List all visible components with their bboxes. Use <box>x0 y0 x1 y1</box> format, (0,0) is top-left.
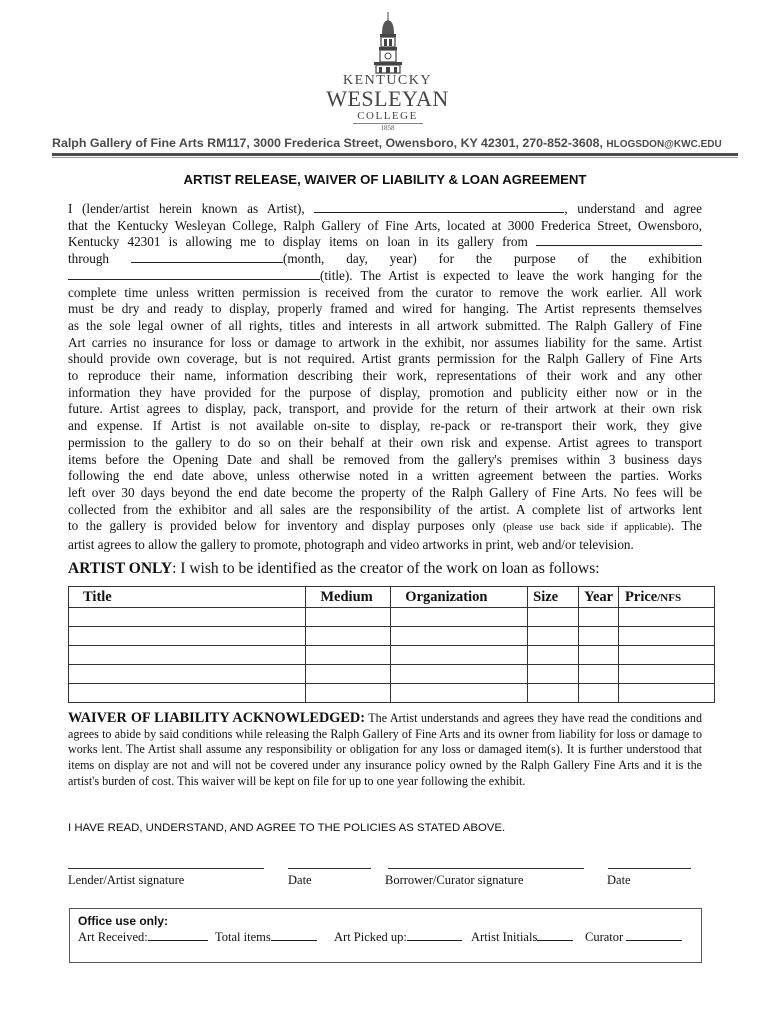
cell-size[interactable] <box>528 665 579 684</box>
col-title: Title <box>69 587 306 608</box>
cell-size[interactable] <box>528 646 579 665</box>
table-row <box>69 608 715 627</box>
body-line: left over 30 days beyond the end date become the property of the Ralph Gallery of Fine Arts. No fees will be <box>68 484 702 500</box>
lender-date-label: Date <box>288 873 312 887</box>
agreement-statement: I HAVE READ, UNDERSTAND, AND AGREE TO THE POLICIES AS STATED ABOVE. <box>68 822 506 834</box>
art-picked-up-field[interactable] <box>407 930 462 941</box>
waiver-heading: WAIVER OF LIABILITY ACKNOWLEDGED: <box>68 710 366 726</box>
table-row <box>69 646 715 665</box>
body-line: should provide own coverage, but is not required. Artist grants permission for the Ralph Gallery of Fine Arts <box>68 351 702 367</box>
body-line: and expense. If Artist is not available on-site to display, re-pack or re-transport their work, they give <box>68 418 702 434</box>
cell-year[interactable] <box>579 665 619 684</box>
table-header-row <box>69 587 715 608</box>
gallery-address <box>52 136 722 150</box>
end-date-field[interactable] <box>131 251 283 263</box>
back-side-note: (please use back side if applicable) <box>502 522 671 534</box>
cell-title[interactable] <box>69 684 306 703</box>
artist-only-heading: ARTIST ONLY: I wish to be identified as the creator of the work on loan as follows: <box>68 560 600 577</box>
curator-date-label: Date <box>607 873 631 887</box>
body-line: Kentucky 42301 is allowing me to display items on loan in its gallery from <box>68 234 702 251</box>
body-line: information they have provided for the purpose of display, promotion and publicity either now or in the <box>68 384 702 400</box>
total-items-field[interactable] <box>271 930 317 941</box>
col-year: Year <box>579 587 619 608</box>
cell-price[interactable] <box>619 684 715 703</box>
logo-text-college: COLLEGE <box>357 110 418 122</box>
email-link[interactable]: HLOGSDON@KWC.EDU <box>606 139 722 150</box>
curator-date-field[interactable] <box>608 868 691 869</box>
cell-organization[interactable] <box>391 627 528 646</box>
body-line: items before the Opening Date and shall be removed from the gallery's premises within 3 business days <box>68 451 702 467</box>
table-row <box>69 627 715 646</box>
address-text: Ralph Gallery of Fine Arts RM117, 3000 Frederica Street, Owensboro, KY 42301, 270-852-3608, <box>52 136 607 150</box>
header-rule-thin <box>52 157 738 158</box>
cell-organization[interactable] <box>391 646 528 665</box>
body-line: artist agrees to allow the gallery to promote, photograph and video artworks in print, web and/or television. <box>68 537 634 553</box>
start-date-field[interactable] <box>536 234 702 246</box>
art-received-field[interactable] <box>148 930 208 941</box>
college-logo <box>325 12 450 134</box>
curator-signature-field[interactable] <box>388 868 584 869</box>
curator-signature-label: Borrower/Curator signature <box>385 873 524 887</box>
body-line: (title). The Artist is expected to leave the work hanging for the <box>68 268 702 285</box>
cell-size[interactable] <box>528 608 579 627</box>
body-line: future. Artist agrees to display, pack, transport, and provide for the return of their artwork at their own risk <box>68 401 702 417</box>
cell-price[interactable] <box>619 627 715 646</box>
cell-title[interactable] <box>69 608 306 627</box>
logo-text-wesleyan: WESLEYAN <box>326 86 449 111</box>
cell-organization[interactable] <box>391 684 528 703</box>
body-line: complete time unless written permission is received from the curator to remove the work earlier. All work <box>68 284 702 300</box>
cell-title[interactable] <box>69 627 306 646</box>
body-line: through (month, day, year) for the purpose of the exhibition <box>68 251 702 267</box>
cell-organization[interactable] <box>391 608 528 627</box>
art-picked-up: Art Picked up: <box>334 930 462 945</box>
cell-medium[interactable] <box>306 684 391 703</box>
body-line: collected from the exhibitor and all sales are the responsibility of the artist. A complete list of artworks lent <box>68 501 702 517</box>
artist-name-field[interactable] <box>314 201 564 213</box>
lender-date-field[interactable] <box>288 868 371 869</box>
cell-organization[interactable] <box>391 665 528 684</box>
cell-year[interactable] <box>579 627 619 646</box>
body-line: permission to the gallery to do so on their behalf at their own risk and expense. Artist agrees to transport <box>68 434 702 450</box>
logo-text-kentucky: KENTUCKY <box>343 73 432 88</box>
body-line: following the end date above, unless otherwise noted in a written agreement between the parties. Works <box>68 468 702 484</box>
body-line: as the sole legal owner of all rights, titles and interests in all artwork submitted. The Ralph Gallery of Fine <box>68 317 702 333</box>
total-items: Total items <box>215 930 317 945</box>
curator: Curator <box>585 930 682 945</box>
bell-tower-icon <box>368 12 408 74</box>
col-size: Size <box>528 587 579 608</box>
cell-year[interactable] <box>579 608 619 627</box>
table-row <box>69 665 715 684</box>
col-organization: Organization <box>391 587 528 608</box>
document-title: ARTIST RELEASE, WAIVER OF LIABILITY & LOAN AGREEMENT <box>183 172 587 187</box>
logo-year: 1858 <box>380 124 395 132</box>
cell-price[interactable] <box>619 608 715 627</box>
body-line: must be dry and ready to display, properly framed and wired for hanging. The Artist represents themselves <box>68 301 702 317</box>
header-rule <box>52 153 738 156</box>
body-line: to the gallery is provided below for inventory and display purposes only (please use back side if applicable). The <box>68 518 702 534</box>
waiver-text: The Artist understands and agrees they have read the conditions and agrees to abide by said conditions while releasing the Ralph Gallery of Fine Arts and its owner from liability for loss or damage to works lent. The Artist shall assume any responsibility or obligation for any loss or damaged item(s). It is further understood that items on display are not and will not be covered under any insurance policy owned by the Ralph Gallery Fine Arts and it is the artist's burden of cost. This waiver will be kept on file for up to one year following the exhibit. <box>68 711 702 788</box>
cell-title[interactable] <box>69 665 306 684</box>
body-line: to reproduce their name, information describing their work, representations of their work and any other <box>68 368 702 384</box>
art-received: Art Received: <box>78 930 208 945</box>
cell-title[interactable] <box>69 646 306 665</box>
artwork-table <box>68 586 715 703</box>
curator-field[interactable] <box>626 930 682 941</box>
cell-year[interactable] <box>579 646 619 665</box>
body-line: that the Kentucky Wesleyan College, Ralph Gallery of Fine Arts, located at 3000 Frederica Street, Owensboro, <box>68 217 702 233</box>
exhibition-title-field[interactable] <box>68 268 320 280</box>
cell-medium[interactable] <box>306 627 391 646</box>
cell-size[interactable] <box>528 627 579 646</box>
office-use-title: Office use only: <box>78 914 169 928</box>
waiver-paragraph <box>68 711 702 790</box>
cell-year[interactable] <box>579 684 619 703</box>
cell-medium[interactable] <box>306 608 391 627</box>
artist-initials: Artist Initials <box>471 930 573 945</box>
cell-size[interactable] <box>528 684 579 703</box>
col-price: Price/NFS <box>619 587 715 608</box>
cell-medium[interactable] <box>306 646 391 665</box>
lender-signature-field[interactable] <box>68 868 264 869</box>
cell-price[interactable] <box>619 646 715 665</box>
body-line: Art carries no insurance for loss or damage to artwork in the exhibit, nor assumes liability for the same. Artist <box>68 334 702 350</box>
table-row <box>69 684 715 703</box>
body-line: I (lender/artist herein known as Artist), , understand and agree <box>68 201 703 216</box>
col-medium: Medium <box>306 587 391 608</box>
lender-signature-label: Lender/Artist signature <box>68 873 185 887</box>
agreement-paragraph <box>68 201 702 554</box>
cell-price[interactable] <box>619 665 715 684</box>
cell-medium[interactable] <box>306 665 391 684</box>
artist-initials-field[interactable] <box>537 930 573 941</box>
